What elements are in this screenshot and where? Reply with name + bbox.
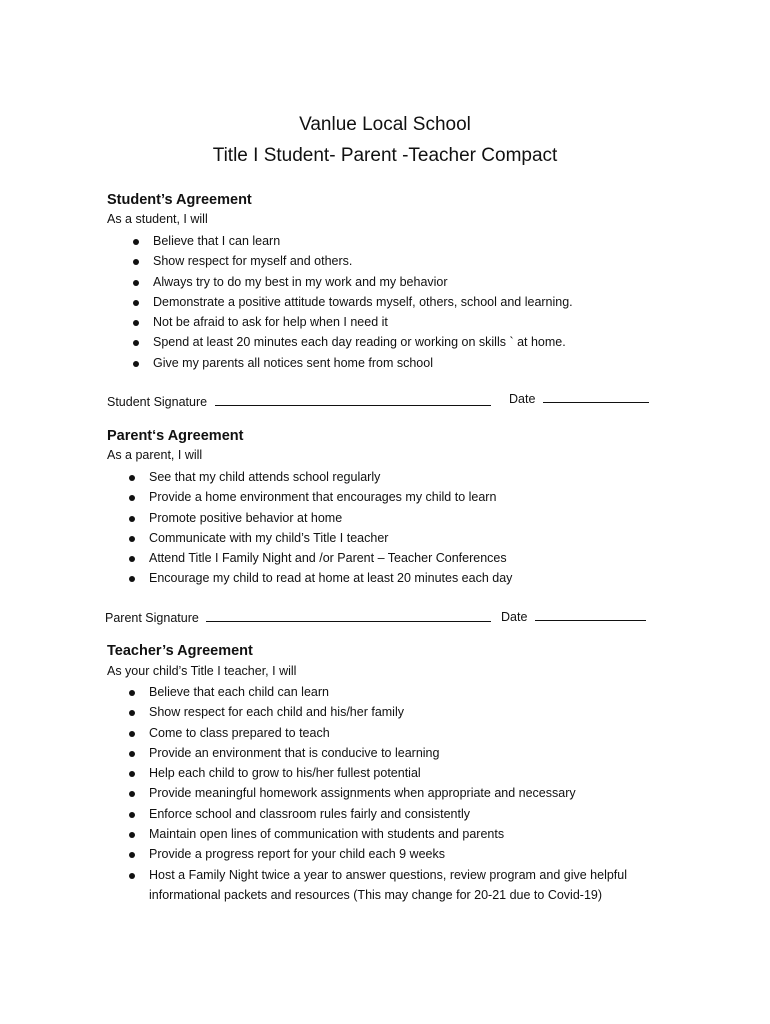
list-item: Give my parents all notices sent home from school [153, 353, 573, 373]
list-item: Enforce school and classroom rules fairly and consistently [149, 804, 669, 824]
parent-signature-label: Parent Signature [105, 611, 199, 625]
teacher-heading: Teacher’s Agreement [107, 643, 253, 659]
compact-title: Title I Student- Parent -Teacher Compact [212, 145, 558, 166]
student-signature-line[interactable] [215, 393, 491, 406]
page-title: Vanlue Local School [299, 114, 471, 135]
list-item: Show respect for each child and his/her family [149, 702, 669, 722]
list-item: Attend Title I Family Night and /or Parent – Teacher Conferences [149, 548, 512, 568]
student-heading: Student’s Agreement [107, 192, 252, 208]
parent-list [149, 467, 512, 589]
list-item: Not be afraid to ask for help when I need it [153, 312, 573, 332]
list-item: Encourage my child to read at home at least 20 minutes each day [149, 568, 512, 588]
list-item: Provide an environment that is conducive to learning [149, 743, 669, 763]
list-item: Come to class prepared to teach [149, 723, 669, 743]
list-item: Help each child to grow to his/her fullest potential [149, 763, 669, 783]
student-date-line[interactable] [543, 390, 649, 403]
student-list [153, 231, 573, 373]
student-signature-field[interactable] [107, 393, 491, 409]
parent-signature-field[interactable] [105, 609, 491, 625]
teacher-list [149, 682, 669, 905]
student-signature-label: Student Signature [107, 395, 208, 409]
list-item: Spend at least 20 minutes each day reading or working on skills ` at home. [153, 332, 573, 352]
parent-date-label: Date [501, 610, 528, 624]
list-item: Provide a progress report for your child each 9 weeks [149, 844, 669, 864]
list-item: Believe that each child can learn [149, 682, 669, 702]
list-item: Promote positive behavior at home [149, 508, 512, 528]
list-item: Always try to do my best in my work and my behavior [153, 272, 573, 292]
list-item: Provide a home environment that encourages my child to learn [149, 487, 512, 507]
list-item: Communicate with my child’s Title I teacher [149, 528, 512, 548]
list-item: Maintain open lines of communication with students and parents [149, 824, 669, 844]
student-date-field[interactable] [509, 390, 649, 406]
student-intro: As a student, I will [107, 212, 208, 226]
list-item: See that my child attends school regularly [149, 467, 512, 487]
list-item: Demonstrate a positive attitude towards myself, others, school and learning. [153, 292, 573, 312]
list-item: Show respect for myself and others. [153, 251, 573, 271]
teacher-intro: As your child’s Title I teacher, I will [107, 664, 297, 678]
student-date-label: Date [509, 392, 536, 406]
list-item: Believe that I can learn [153, 231, 573, 251]
parent-intro: As a parent, I will [107, 448, 203, 462]
parent-heading: Parent‘s Agreement [107, 428, 244, 444]
list-item: Host a Family Night twice a year to answer questions, review program and give helpful informational packets and resources (This may change for 20-21 due to Covid-19) [149, 865, 669, 906]
list-item: Provide meaningful homework assignments when appropriate and necessary [149, 783, 669, 803]
parent-date-line[interactable] [535, 608, 646, 621]
parent-signature-line[interactable] [206, 609, 491, 622]
parent-date-field[interactable] [501, 608, 646, 624]
